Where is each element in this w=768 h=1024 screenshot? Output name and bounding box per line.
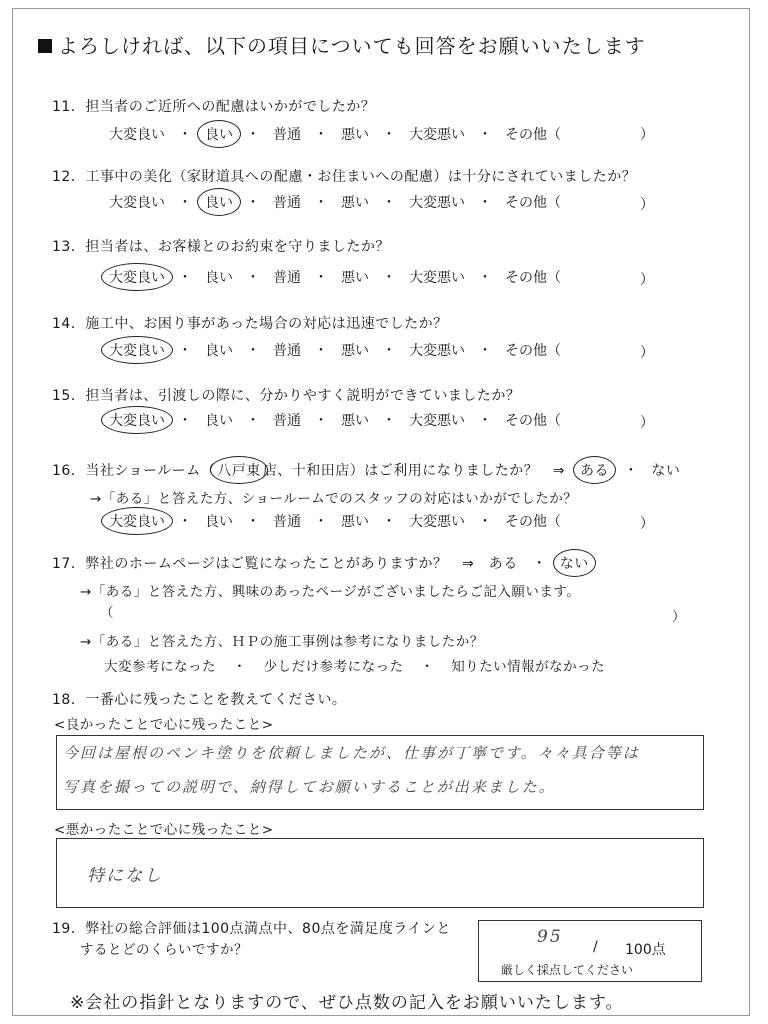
option-bad[interactable]: 悪い [341,413,369,429]
option-very-good[interactable]: 大変良い [106,511,168,531]
q17-paren-close: ） [672,609,686,625]
question-11: 11．担当者のご近所への配慮はいかがでしたか？ [52,99,376,115]
option-very-bad[interactable]: 大変悪い [409,195,465,211]
option-very-helpful[interactable]: 大変参考になった [104,659,216,675]
option-good[interactable]: 良い [205,270,233,286]
q11-options: 大変良い ・ 良い ・ 普通 ・ 悪い ・ 大変悪い ・ その他（ [106,124,564,144]
q14-options: 大変良い ・ 良い ・ 普通 ・ 悪い ・ 大変悪い ・ その他（ [106,340,564,360]
paren-close: ） [640,127,654,143]
option-very-bad[interactable]: 大変悪い [409,514,465,530]
option-very-good[interactable]: 大変良い [106,340,168,360]
q16-followup: →「ある」と答えた方、ショールームでのスタッフの対応はいかがでしたか？ [90,491,578,507]
option-good[interactable]: 良い [205,514,233,530]
question-16: 16．当社ショールーム（ 八戸東 店、十和田店）はご利用になりましたか？ ⇒ ある ・ ない [52,460,680,480]
option-very-bad[interactable]: 大変悪い [409,413,465,429]
score-value: 95 [537,927,563,947]
square-bullet-icon [38,39,52,53]
question-12: 12．工事中の美化（家財道具への配慮・お住まいへの配慮）は十分にされていましたか？ [52,169,637,185]
question-18: 18．一番心に残ったことを教えてください。 [52,692,347,708]
bad-answer: 特になし [87,866,163,886]
store-hachinohe-east[interactable]: 八戸東 [215,460,263,480]
option-other[interactable]: その他（ [505,514,561,530]
option-normal[interactable]: 普通 [273,195,301,211]
good-answer-box[interactable] [56,735,704,810]
option-somewhat-helpful[interactable]: 少しだけ参考になった [263,659,404,675]
q17-options: 大変参考になった ・ 少しだけ参考になった ・ 知りたい情報がなかった [104,659,606,675]
good-answer-line-2: 写真を撮っての説明で、納得してお願いすることが出来ました。 [63,778,556,796]
question-15: 15．担当者は、引渡しの際に、分かりやすく説明ができていましたか？ [52,388,521,404]
option-bad[interactable]: 悪い [341,127,369,143]
option-very-good[interactable]: 大変良い [109,195,165,211]
paren-close: ） [640,272,654,288]
answer-no[interactable]: ない [558,553,591,573]
q15-options: 大変良い ・ 良い ・ 普通 ・ 悪い ・ 大変悪い ・ その他（ [106,410,564,430]
option-normal[interactable]: 普通 [273,413,301,429]
option-other[interactable]: その他（ [505,127,561,143]
bad-answer-box[interactable] [56,838,704,908]
q17-followup-2: →「ある」と答えた方、ＨＰの施工事例は参考になりましたか？ [80,634,484,650]
option-normal[interactable]: 普通 [273,343,301,359]
option-other[interactable]: その他（ [505,270,561,286]
option-other[interactable]: その他（ [505,343,561,359]
option-good[interactable]: 良い [202,124,236,144]
option-bad[interactable]: 悪い [341,343,369,359]
option-very-good[interactable]: 大変良い [109,127,165,143]
q13-options: 大変良い ・ 良い ・ 普通 ・ 悪い ・ 大変悪い ・ その他（ [106,267,564,287]
score-box[interactable] [478,920,702,982]
score-max: 100点 [625,942,666,958]
option-very-good[interactable]: 大変良い [106,410,168,430]
question-13: 13．担当者は、お客様とのお約束を守りましたか？ [52,239,390,255]
option-other[interactable]: その他（ [505,195,561,211]
option-bad[interactable]: 悪い [341,195,369,211]
option-other[interactable]: その他（ [505,413,561,429]
option-good[interactable]: 良い [205,413,233,429]
option-very-bad[interactable]: 大変悪い [409,270,465,286]
question-14: 14．施工中、お困り事があった場合の対応は迅速でしたか？ [52,316,448,332]
paren-close: ） [640,197,654,213]
question-19-line-2: するとどのくらいですか？ [80,942,248,958]
option-very-good[interactable]: 大変良い [106,267,168,287]
option-bad[interactable]: 悪い [341,514,369,530]
paren-close: ） [640,345,654,361]
option-good[interactable]: 良い [205,343,233,359]
paren-close: ） [640,415,654,431]
bad-label: <悪かったことで心に残ったこと> [54,822,274,838]
paren-close: ） [640,516,654,532]
option-very-bad[interactable]: 大変悪い [409,127,465,143]
option-good[interactable]: 良い [202,192,236,212]
option-normal[interactable]: 普通 [273,514,301,530]
score-note: 厳しく採点してください [501,963,634,977]
option-normal[interactable]: 普通 [273,270,301,286]
option-normal[interactable]: 普通 [273,127,301,143]
good-answer-line-1: 今回は屋根のペンキ塗りを依頼しましたが、仕事が丁寧です。々々具合等は [63,744,640,762]
good-label: <良かったことで心に残ったこと> [54,717,274,733]
q17-paren-open: （ [100,605,114,621]
q16-options: 大変良い ・ 良い ・ 普通 ・ 悪い ・ 大変悪い ・ その他（ [106,511,564,531]
q17-followup-1: →「ある」と答えた方、興味のあったページがございましたらご記入願います。 [80,584,581,600]
option-very-bad[interactable]: 大変悪い [409,343,465,359]
survey-header: よろしければ、以下の項目についても回答をお願いいたします [38,30,646,59]
answer-no[interactable]: ない [651,463,681,479]
q12-options: 大変良い ・ 良い ・ 普通 ・ 悪い ・ 大変悪い ・ その他（ [106,192,564,212]
option-not-helpful[interactable]: 知りたい情報がなかった [451,659,606,675]
option-bad[interactable]: 悪い [341,270,369,286]
footer-note: ※会社の指針となりますので、ぜひ点数の記入をお願いいたします。 [70,993,624,1013]
question-19-line-1: 19．弊社の総合評価は100点満点中、80点を満足度ラインと [52,921,451,937]
score-slash: / [593,939,598,955]
answer-yes[interactable]: ある [578,460,611,480]
question-17: 17．弊社のホームページはご覧になったことがありますか？ ⇒ ある ・ ない [52,553,591,573]
